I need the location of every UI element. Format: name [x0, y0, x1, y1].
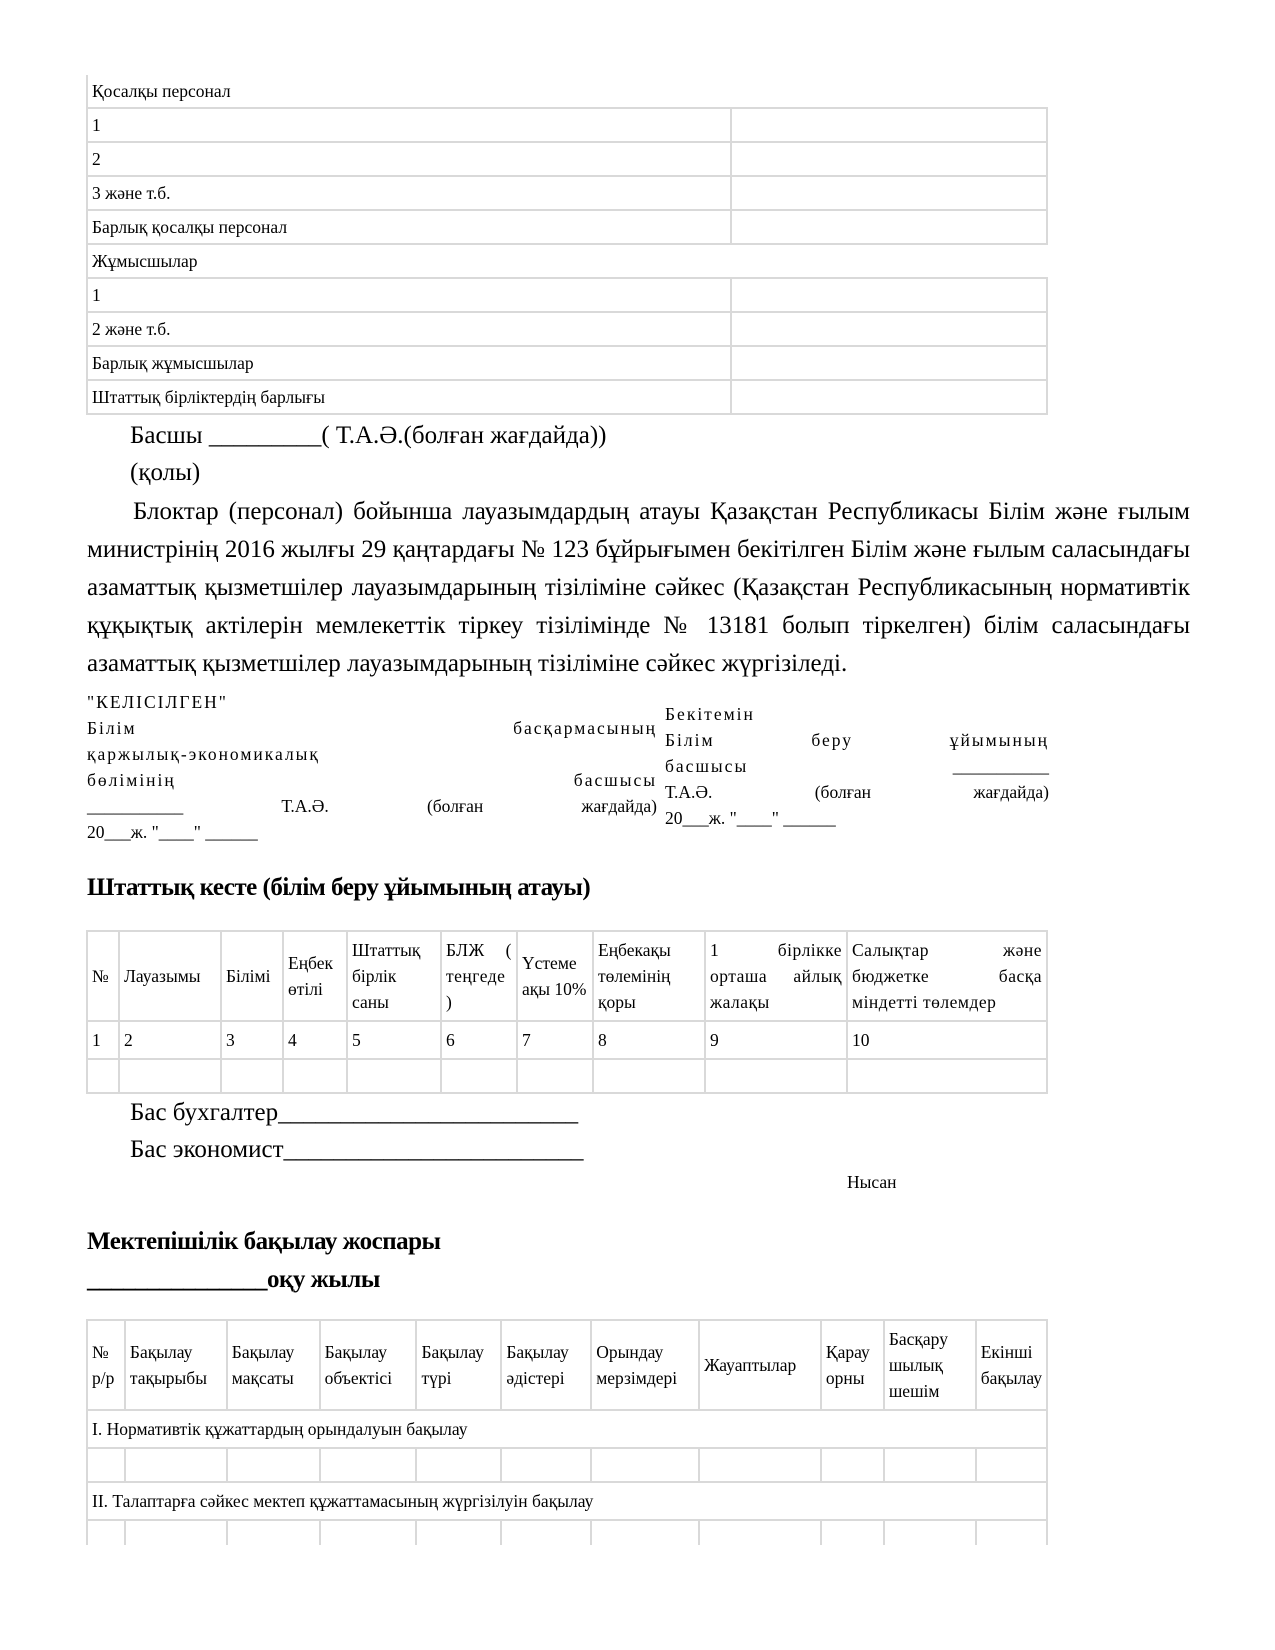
row-value [731, 312, 1047, 346]
row-value [731, 108, 1047, 142]
empty-cell [87, 1448, 125, 1482]
empty-cell [591, 1448, 699, 1482]
empty-cell [227, 1448, 320, 1482]
empty-cell [87, 1059, 119, 1093]
column-number: 6 [441, 1021, 517, 1059]
table-row-section [87, 75, 1047, 108]
column-header: Лауазымы [119, 931, 221, 1021]
agreed-text: жағдайда) [581, 796, 657, 816]
empty-cell [320, 1448, 417, 1482]
empty-cell [517, 1059, 593, 1093]
agreed-date: 20___ж. "____" ______ [87, 822, 258, 842]
table-row-empty [87, 1448, 1047, 1482]
column-header: Штаттық бірлік саны [347, 931, 441, 1021]
row-label: Штаттық бірліктердің барлығы [87, 380, 731, 414]
row-label: 2 [87, 142, 731, 176]
signature-line: ___________ [87, 796, 184, 816]
agreed-text: басқармасының [513, 718, 657, 738]
table-row-section [87, 244, 1047, 278]
empty-cell [320, 1520, 417, 1545]
signature-line: ___________ [952, 756, 1049, 776]
empty-cell [705, 1059, 847, 1093]
empty-cell [699, 1520, 821, 1545]
row-value [731, 176, 1047, 210]
table-header-row [87, 931, 1047, 1021]
column-header: Бақылау мақсаты [227, 1320, 320, 1410]
form-label: Нысан [847, 1172, 897, 1192]
column-header: Басқару шылық шешім [884, 1320, 976, 1410]
column-header: Бақылау объектісі [320, 1320, 417, 1410]
approve-text: (болған [814, 782, 872, 802]
row-label: Барлық жұмысшылар [87, 346, 731, 380]
table-row-empty [87, 1520, 1047, 1545]
empty-cell [501, 1520, 591, 1545]
empty-cell [821, 1448, 884, 1482]
column-number: 1 [87, 1021, 119, 1059]
table-row [87, 210, 1047, 244]
agreed-text: қаржылық-экономикалық [87, 744, 320, 764]
staffing-schedule-table [86, 930, 1048, 1094]
column-header: Бақылау әдістері [501, 1320, 591, 1410]
empty-cell [283, 1059, 347, 1093]
empty-cell [441, 1059, 517, 1093]
column-header: Екінші бақылау [976, 1320, 1047, 1410]
table-header-row [87, 1320, 1047, 1410]
approve-date: 20___ж. "____" ______ [665, 808, 836, 828]
empty-cell [347, 1059, 441, 1093]
table-row-section [87, 1410, 1047, 1448]
staff-table [86, 75, 1048, 415]
agreed-title: "КЕЛІСІЛГЕН" [87, 692, 228, 712]
approve-title: Бекітемін [665, 704, 755, 724]
chief-accountant-line: Бас бухгалтер________________________ [130, 1099, 579, 1126]
agreed-text: (болған [426, 796, 484, 816]
row-label: 1 [87, 108, 731, 142]
table-row [87, 1021, 1047, 1059]
approve-text: ұйымының [949, 730, 1049, 750]
column-number: 5 [347, 1021, 441, 1059]
approve-text: беру [811, 730, 854, 750]
row-value [731, 210, 1047, 244]
table-row [87, 380, 1047, 414]
head-signature [130, 417, 1187, 491]
approve-text: Білім [665, 730, 715, 750]
row-label: 1 [87, 278, 731, 312]
control-plan-year: _______________оқу жылы [87, 1266, 380, 1293]
empty-cell [847, 1059, 1047, 1093]
approve-text: басшысы [665, 756, 749, 776]
column-header: № [87, 931, 119, 1021]
table-row [87, 346, 1047, 380]
empty-cell [699, 1448, 821, 1482]
column-header: Салықтар және бюджетке басқа міндетті төлемдер [847, 931, 1047, 1021]
column-number: 3 [221, 1021, 283, 1059]
empty-cell [125, 1520, 227, 1545]
staffing-schedule-title: Штаттық кесте (білім беру ұйымының атауы) [87, 874, 591, 901]
column-number: 8 [593, 1021, 705, 1059]
column-number: 2 [119, 1021, 221, 1059]
table-row-section [87, 1482, 1047, 1520]
column-header: Еңбекақы төлемінің қоры [593, 931, 705, 1021]
row-value [731, 278, 1047, 312]
column-header: Орындау мерзімдері [591, 1320, 699, 1410]
control-plan-title-text: Мектепішілік бақылау жоспары [87, 1228, 441, 1255]
section-cell: Қосалқы персонал [87, 75, 1047, 108]
section-cell: II. Талаптарға сәйкес мектеп құжаттамасының жүргізілуін бақылау [87, 1482, 1047, 1520]
table-row [87, 176, 1047, 210]
empty-cell [119, 1059, 221, 1093]
section-cell: Жұмысшылар [87, 244, 1047, 278]
column-header: Білімі [221, 931, 283, 1021]
agreed-text: басшысы [573, 770, 657, 790]
chief-economist-line: Бас экономист________________________ [130, 1136, 584, 1163]
section-cell: I. Нормативтік құжаттардың орындалуын бақылау [87, 1410, 1047, 1448]
empty-cell [416, 1520, 501, 1545]
table-row [87, 278, 1047, 312]
signature-caption: (қолы) [130, 459, 201, 486]
approve-block [665, 701, 1049, 831]
empty-cell [221, 1059, 283, 1093]
column-header: Үстеме ақы 10% [517, 931, 593, 1021]
empty-cell [125, 1448, 227, 1482]
control-plan-table [86, 1319, 1048, 1545]
row-value [731, 346, 1047, 380]
column-number: 10 [847, 1021, 1047, 1059]
column-number: 9 [705, 1021, 847, 1059]
agreed-text: Білім [87, 718, 137, 738]
accountant-signatures [130, 1094, 1187, 1168]
empty-cell [87, 1520, 125, 1545]
empty-cell [227, 1520, 320, 1545]
empty-cell [593, 1059, 705, 1093]
column-header: БЛЖ ( теңгеде ) [441, 931, 517, 1021]
column-header: 1 бірлікке орташа айлық жалақы [705, 931, 847, 1021]
column-header: № р/р [87, 1320, 125, 1410]
document-page [87, 75, 1190, 1545]
column-header: Бақылау тақырыбы [125, 1320, 227, 1410]
empty-cell [416, 1448, 501, 1482]
column-header: Қарау орны [821, 1320, 884, 1410]
approval-block [87, 689, 1187, 844]
row-label: 2 және т.б. [87, 312, 731, 346]
row-value [731, 142, 1047, 176]
approve-text: Т.А.Ә. [665, 782, 713, 802]
empty-cell [591, 1520, 699, 1545]
row-value [731, 380, 1047, 414]
head-signature-line: Басшы _________( Т.А.Ә.(болған жағдайда)) [130, 422, 607, 449]
empty-cell [884, 1448, 976, 1482]
column-header: Жауаптылар [699, 1320, 821, 1410]
column-number: 7 [517, 1021, 593, 1059]
empty-cell [976, 1520, 1047, 1545]
body-paragraph: Блоктар (персонал) бойынша лауазымдардың атауы Қазақстан Республикасы Білім және ғылым министрінің 2016 жылғы 29 қаңтардағы № 123 бұйрығымен бекітілген Білім және ғылым саласындағы азаматтық қызметшілер лауазымдарының тізіліміне сәйкес (Қазақстан Республикасының нормативтік құқықтық актілерін мемлекеттік тіркеу тізілімінде № 13181 болып тіркелген) білім саласындағы азаматтық қызметшілер лауазымдарының тізіліміне сәйкес жүргізіледі. [87, 498, 1190, 677]
column-header: Бақылау түрі [416, 1320, 501, 1410]
table-row [87, 142, 1047, 176]
agreed-text: Т.А.Ә. [281, 796, 329, 816]
column-header: Еңбек өтілі [283, 931, 347, 1021]
table-row [87, 312, 1047, 346]
table-row-empty [87, 1059, 1047, 1093]
row-label: Барлық қосалқы персонал [87, 210, 731, 244]
row-label: 3 және т.б. [87, 176, 731, 210]
agreed-block [87, 689, 657, 845]
empty-cell [976, 1448, 1047, 1482]
column-number: 4 [283, 1021, 347, 1059]
empty-cell [821, 1520, 884, 1545]
empty-cell [501, 1448, 591, 1482]
agreed-text: бөлімінің [87, 770, 176, 790]
control-plan-title [87, 1223, 1187, 1299]
approve-text: жағдайда) [973, 782, 1049, 802]
table-row [87, 108, 1047, 142]
empty-cell [884, 1520, 976, 1545]
